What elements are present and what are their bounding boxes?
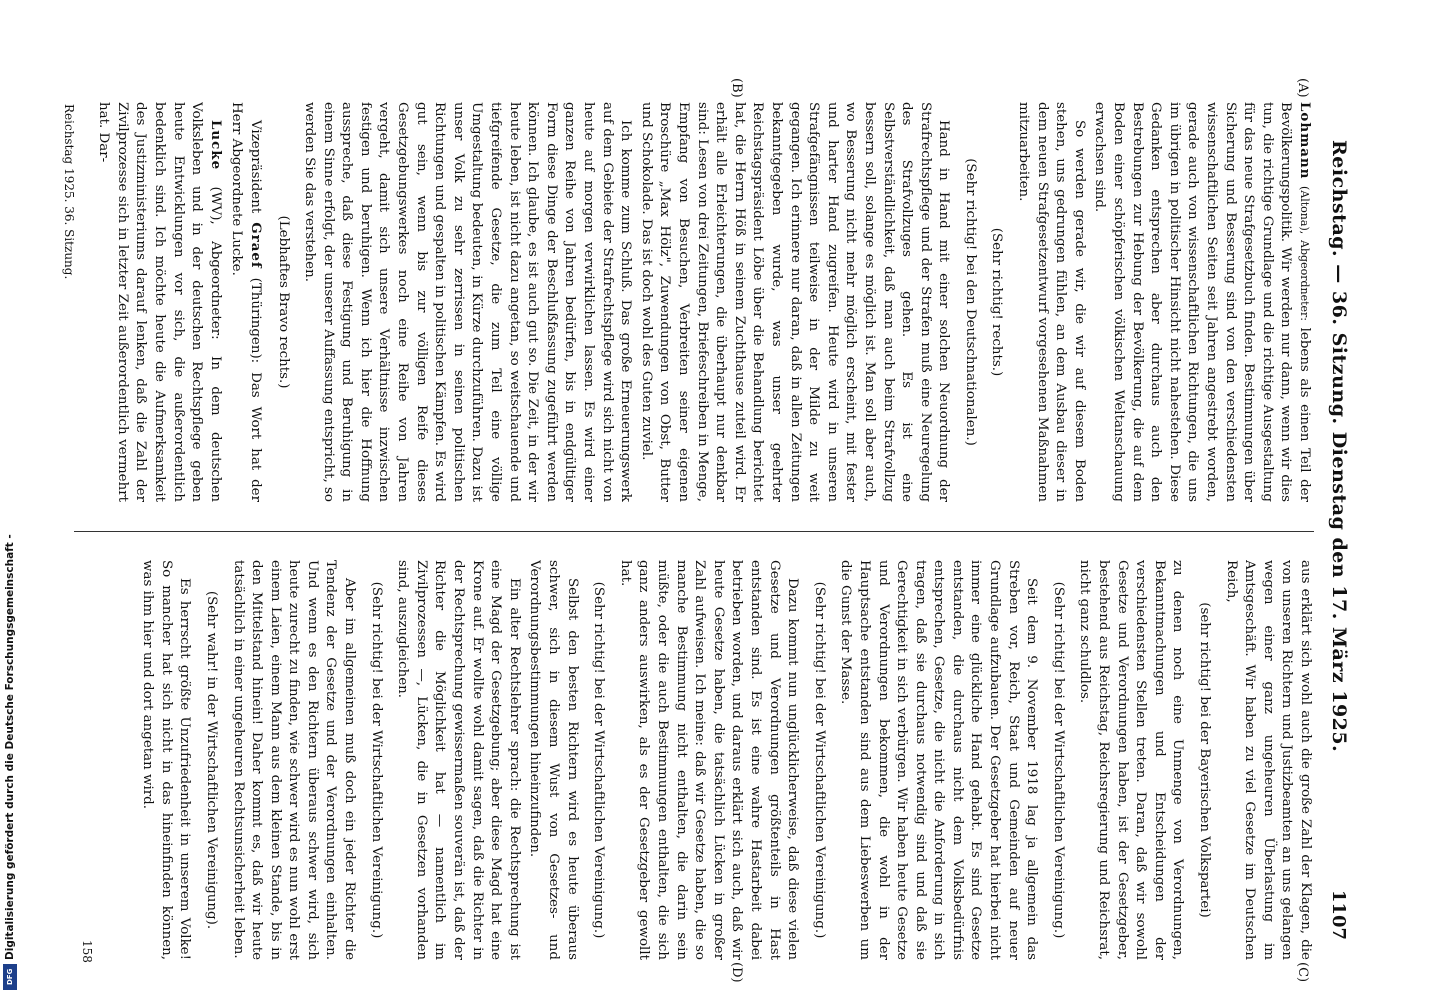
dfg-logo-icon: DFG xyxy=(3,964,17,990)
paragraph-text: (WV), Abgeordneter: In dem deutschen Volksleben und in der deutschen Rechtspflege geben heute Entwicklungen vor sich, die außerordentlich bedenklich sind. Ich möchte heute die Aufmerksamkeit des Justizministeriums darauf lenken, daß die Zahl der Zivilprozesse sich in letzter Zeit außerordentlich vermehrt hat. Dar- xyxy=(96,102,223,502)
paragraph-text: (Thüringen): Das Wort hat der Herr Abgeordnete Lucke. xyxy=(229,102,263,502)
paragraph: Ein alter Rechtslehrer sprach: die Rechtsprechung ist eine Magd der Gesetzgebung; aber diese Magd hat eine Krone auf. Er wollte wohl damit sagen, daß die Richter in der Rechtsprechung gewissermaßen souverän ist, daß der Richter die Möglichkeit hat — namentlich im Zivilprozessen —, Lücken, die in Gesetzen vorhanden sind, auszugleichen. xyxy=(395,560,522,960)
interjection: (Sehr richtig! rechts.) xyxy=(989,227,1005,377)
paragraph: Dazu kommt nun unglücklicherweise, daß diese vielen Gesetze und Verordnungen größtenteils in Hast entstanden sind. Es ist eine wahre Hastarbeit dabei betrieben worden, und daraus erklärt sich auch, daß wir heute Gesetze haben, die tatsächlich Lücken in großer Zahl aufweisen. Ich meine: daß wir Gesetze haben, die so manche Bestimmung nicht enthalten, die darin sein müßte, oder die auch Bestimmungen enthalten, die sich ganz anders auswirken, als es der Gesetzgeber gewollt hat. xyxy=(617,560,801,960)
paragraph: Es herrscht größte Unzufriedenheit in unserem Volke! So mancher hat sich nicht in das hineinfinden können, was ihm hier und dort angetan wird. xyxy=(140,560,193,960)
paragraph: Ich komme zum Schluß. Das große Erneuerungswerk auf dem Gebiete der Strafrechtspflege wird sich nicht von heute auf morgen verwirklichen lassen. Es wird einer ganzen Reihe von Jahren bedürfen, bis in endgültiger Form diese Dinge der Beschlußfassung zugeführt werden können. Ich glaube, es ist auch gut so. Die Zeit, in der wir heute leben, ist nicht dazu angetan, so weitschauende und tiefgreifende Gesetze, die zum Teil eine völlige Umgestaltung bedeuten, in Kürze durchzuführen. Dazu ist unser Volk zu sehr zerrissen in seinen politischen Richtungen und gespalten in politischen Kämpfen. Es wird gut sein, wenn bis zur völligen Reife dieses Gesetzgebungswerkes noch eine Reihe von Jahren vergeht, damit sich unsere Verhältnisse inzwischen festigen und beruhigen. Wenn ich hier die Hoffnung ausspreche, daß diese Festigung und Beruhigung in einem Sinne erfolgt, der unserer Auffassung entspricht, so werden Sie das verstehen. xyxy=(302,102,634,502)
paragraph-text: lebens als einen Teil der Bevölkerungspolitik. Wir werden nur dann, wenn wir dies tun, die richtige Grundlage und die richtige Ausgestaltung für das neue Strafgesetzbuch finden. Bestimmungen über Sicherung und Besserung sind von den verschiedensten wissenschaftlichen Seiten seit Jahren angestrebt worden, gerade auch von wissenschaftlichen Richtungen, die uns im übrigen in politischer Hinsicht nicht nahestehen. Diese Gedanken entsprechen aber durchaus auch den Bestrebungen zur Hebung der Bevölkerung, die auf dem Boden einer schöpferischen völkischen Weltanschauung erwachsen sind. xyxy=(1092,102,1312,502)
speaker-name: Lohmann xyxy=(1297,102,1313,180)
paragraph: So werden gerade wir, die wir auf diesem Boden stehen, uns gedrungen fühlen, an dem Ausbau dieser in dem neuen Strafgesetzentwurf vorgesehenen Maßnahmen mitzuarbeiten. xyxy=(1016,102,1087,502)
speaker-title: Vizepräsident xyxy=(247,120,263,214)
margin-marker-d: (D) xyxy=(729,962,744,983)
column-divider xyxy=(74,531,1314,532)
margin-marker-b: (B) xyxy=(729,78,744,98)
funding-credit: Digitalisierung gefördert durch die Deutsche Forschungsgemeinschaft - xyxy=(4,534,16,960)
header-title: Reichstag. — 36. Sitzung. Dienstag den 17. März 1925. xyxy=(1328,140,1350,753)
interjection: (Lebhaftes Bravo rechts.) xyxy=(275,215,291,389)
speaker-note: (Altona), Abgeordneter: xyxy=(1298,186,1311,322)
paragraph xyxy=(227,102,265,502)
interjection: (Sehr wahr! in der Wirtschaftlichen Vereinigung). xyxy=(203,590,219,930)
left-column xyxy=(74,102,1314,502)
page-number: 1107 xyxy=(1328,889,1349,940)
speaker-name: Graef xyxy=(247,222,264,269)
paragraph: Selbst den besten Richtern wird es heute überaus schwer, sich in diesem Wust von Gesetzes- und Verordnungsbestimmungen hineinzufinden. xyxy=(527,560,580,960)
page-footer-left: Reichstag 1925. 36. Sitzung. xyxy=(62,104,76,280)
paragraph xyxy=(1090,102,1314,502)
interjection: (Sehr richtig! bei der Wirtschaftlichen Vereinigung.) xyxy=(368,581,384,939)
page-header xyxy=(1328,140,1358,940)
credit-sidebar xyxy=(0,0,22,1000)
paragraph xyxy=(94,102,225,502)
paragraph: Hand in Hand mit einer solchen Neuordnung der Strafrechtspflege und der Strafen muß eine Neuregelung des Strafvollzuges gehen. Es ist eine Selbstverständlichkeit, daß man auch beim Strafvollzug bessern soll, solange es möglich ist. Man soll aber auch, wo Besserung nicht mehr möglich erscheint, mit fester und harter Hand zugreifen. Heute wird in unseren Strafgefängnissen teilweise in der Milde zu weit gegangen. Ich erinnere nur daran, daß in allen Zeitungen bekanntgegeben wurde, was unser geehrter Reichstagspräsident Löbe über die Behandlung berichtet hat, die Herrn Höß in seinem Zuchthause zuteil wird. Er erhält alle Erleichterungen, die überhaupt nur denkbar sind: Lesen von drei Zeitungen, Briefeschreiben in Menge, Empfang von Besuchen, Verbreiten seiner eigenen Broschüre „Max Hölz", Zuwendungen von Obst, Butter und Schokolade. Das ist doch wohl des Guten zuviel. xyxy=(638,102,952,502)
paragraph: Seit dem 9. November 1918 lag ja allgemein das Streben vor, Reich, Staat und Gemeinden auf neuer Grundlage aufzubauen. Der Gesetzgeber hat hierbei nicht immer eine glückliche Hand gehabt. Es sind Gesetze entstanden, die durchaus nicht dem Volksbedürfnis entsprechen, Gesetze, die nicht die Anforderung in sich tragen, daß sie durchaus notwendig sind und daß sie Gerechtigkeit in sich verbürgen. Wir haben heute Gesetze und Verordnungen bekommen, die wohl in der Hauptsache entstanden sind aus dem Liebeswerben um die Gunst der Masse. xyxy=(838,560,1040,960)
interjection: (Sehr richtig! bei den Deutschnationalen.) xyxy=(962,158,978,446)
paragraph: aus erklärt sich wohl auch die große Zahl der Klagen, die von unseren Richtern und Justizbeamten an uns gelangen wegen einer ganz ungeheuren Überlastung im Amtsgeschäft. Wir haben zu viel Gesetze im Deutschen Reich, xyxy=(1223,560,1313,960)
margin-marker-c: (C) xyxy=(1295,962,1310,983)
interjection: (Sehr richtig! bei der Wirtschaftlichen Vereinigung.) xyxy=(811,581,827,939)
paragraph: Aber im allgemeinen muß doch ein jeder Richter die Tendenz der Gesetze und der Verordnungen einhalten. Und wenn es den Richtern überaus schwer wird, sich heute zurecht zu finden, wie schwer wird es nun wohl erst einem Laien, einem Mann aus dem kleinen Stande, bis in den Mittelstand hinein! Daher kommt es, daß wir heute tatsächlich in einer ungeheuren Rechtsunsicherheit leben. xyxy=(230,560,358,960)
page-footer-number: 158 xyxy=(80,940,94,963)
speaker-name: Lucke xyxy=(207,120,224,171)
interjection: (Sehr richtig! bei der Wirtschaftlichen Vereinigung.) xyxy=(591,581,607,939)
margin-marker-a: (A) xyxy=(1295,78,1310,98)
interjection: (sehr richtig! bei der Bayerischen Volkspartei) xyxy=(1197,602,1213,918)
interjection: (Sehr richtig! bei der Wirtschaftlichen Vereinigung.) xyxy=(1050,581,1066,939)
paragraph: zu denen noch eine Unmenge von Verordnungen, Bekanntmachungen und Entscheidungen der verschiedensten Stellen treten. Daran, daß wir sowohl Gesetze und Verordnungen haben, ist der Gesetzgeber, bestehend aus Reichstag, Reichsregierung und Reichsrat, nicht ganz schuldlos. xyxy=(1077,560,1186,960)
right-column xyxy=(74,560,1314,960)
